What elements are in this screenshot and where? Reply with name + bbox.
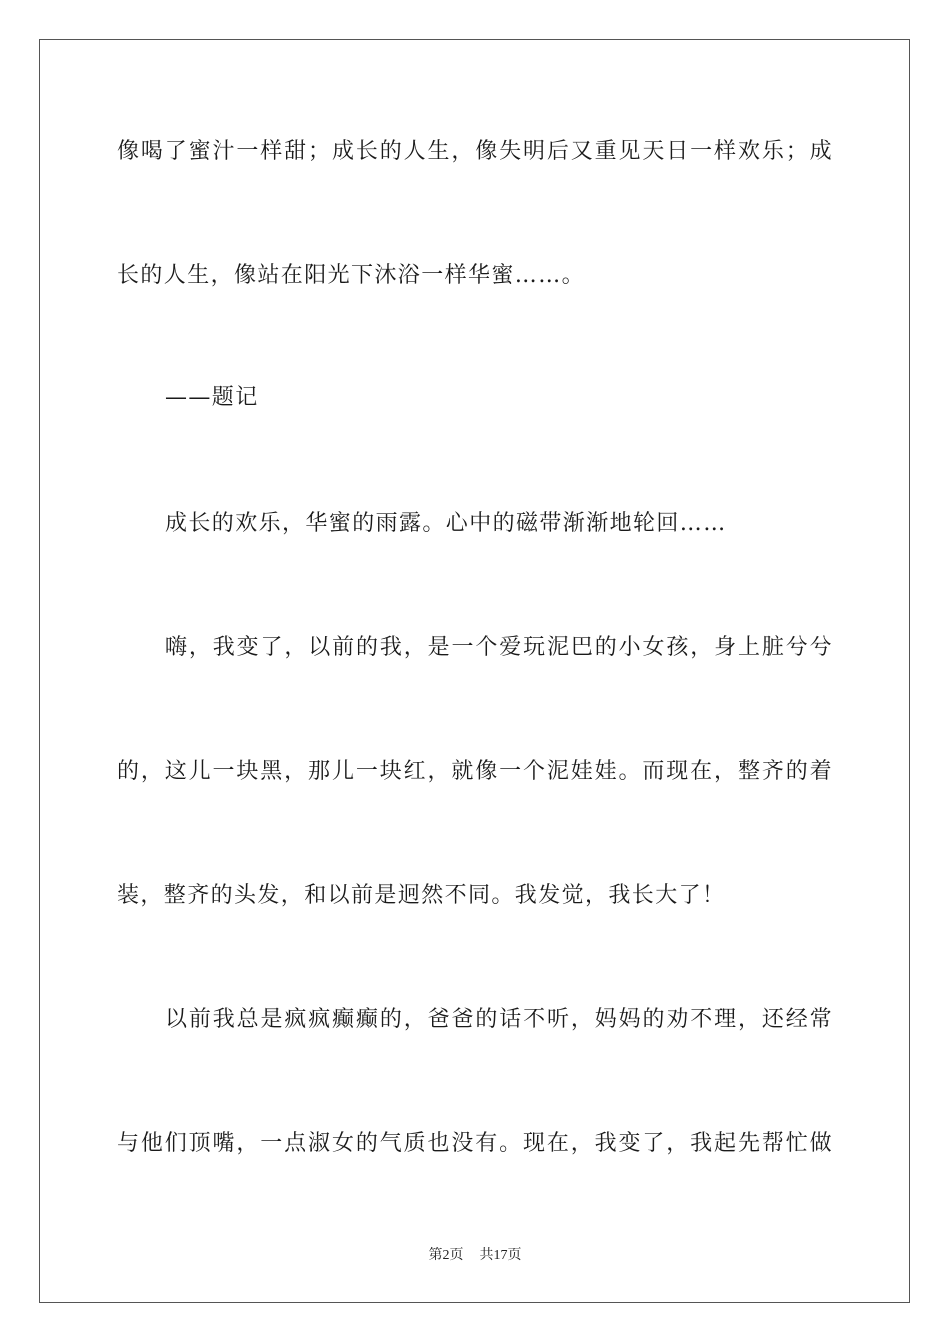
epigraph-attribution: ——题记 [165, 385, 259, 410]
body-line-4: 成长的欢乐，华蜜的雨露。心中的磁带渐渐地轮回…… [165, 511, 727, 536]
body-line-5: 嗨，我变了，以前的我，是一个爱玩泥巴的小女孩，身上脏兮兮 [165, 635, 833, 660]
body-line-2: 长的人生，像站在阳光下沐浴一样华蜜……。 [117, 263, 586, 288]
page-footer [0, 1246, 950, 1266]
page-number: 第2页 [428, 1248, 464, 1263]
body-line-9: 与他们顶嘴，一点淑女的气质也没有。现在，我变了，我起先帮忙做 [117, 1131, 833, 1156]
body-line-7: 装，整齐的头发，和以前是迥然不同。我发觉，我长大了！ [117, 883, 726, 908]
page-border [39, 39, 910, 1303]
body-line-6: 的，这儿一块黑，那儿一块红，就像一个泥娃娃。而现在，整齐的着 [117, 759, 833, 784]
body-line-8: 以前我总是疯疯癫癫的，爸爸的话不听，妈妈的劝不理，还经常 [165, 1007, 833, 1032]
page-total: 共17页 [479, 1248, 522, 1263]
body-line-1: 像喝了蜜汁一样甜；成长的人生，像失明后又重见天日一样欢乐；成 [117, 139, 833, 164]
